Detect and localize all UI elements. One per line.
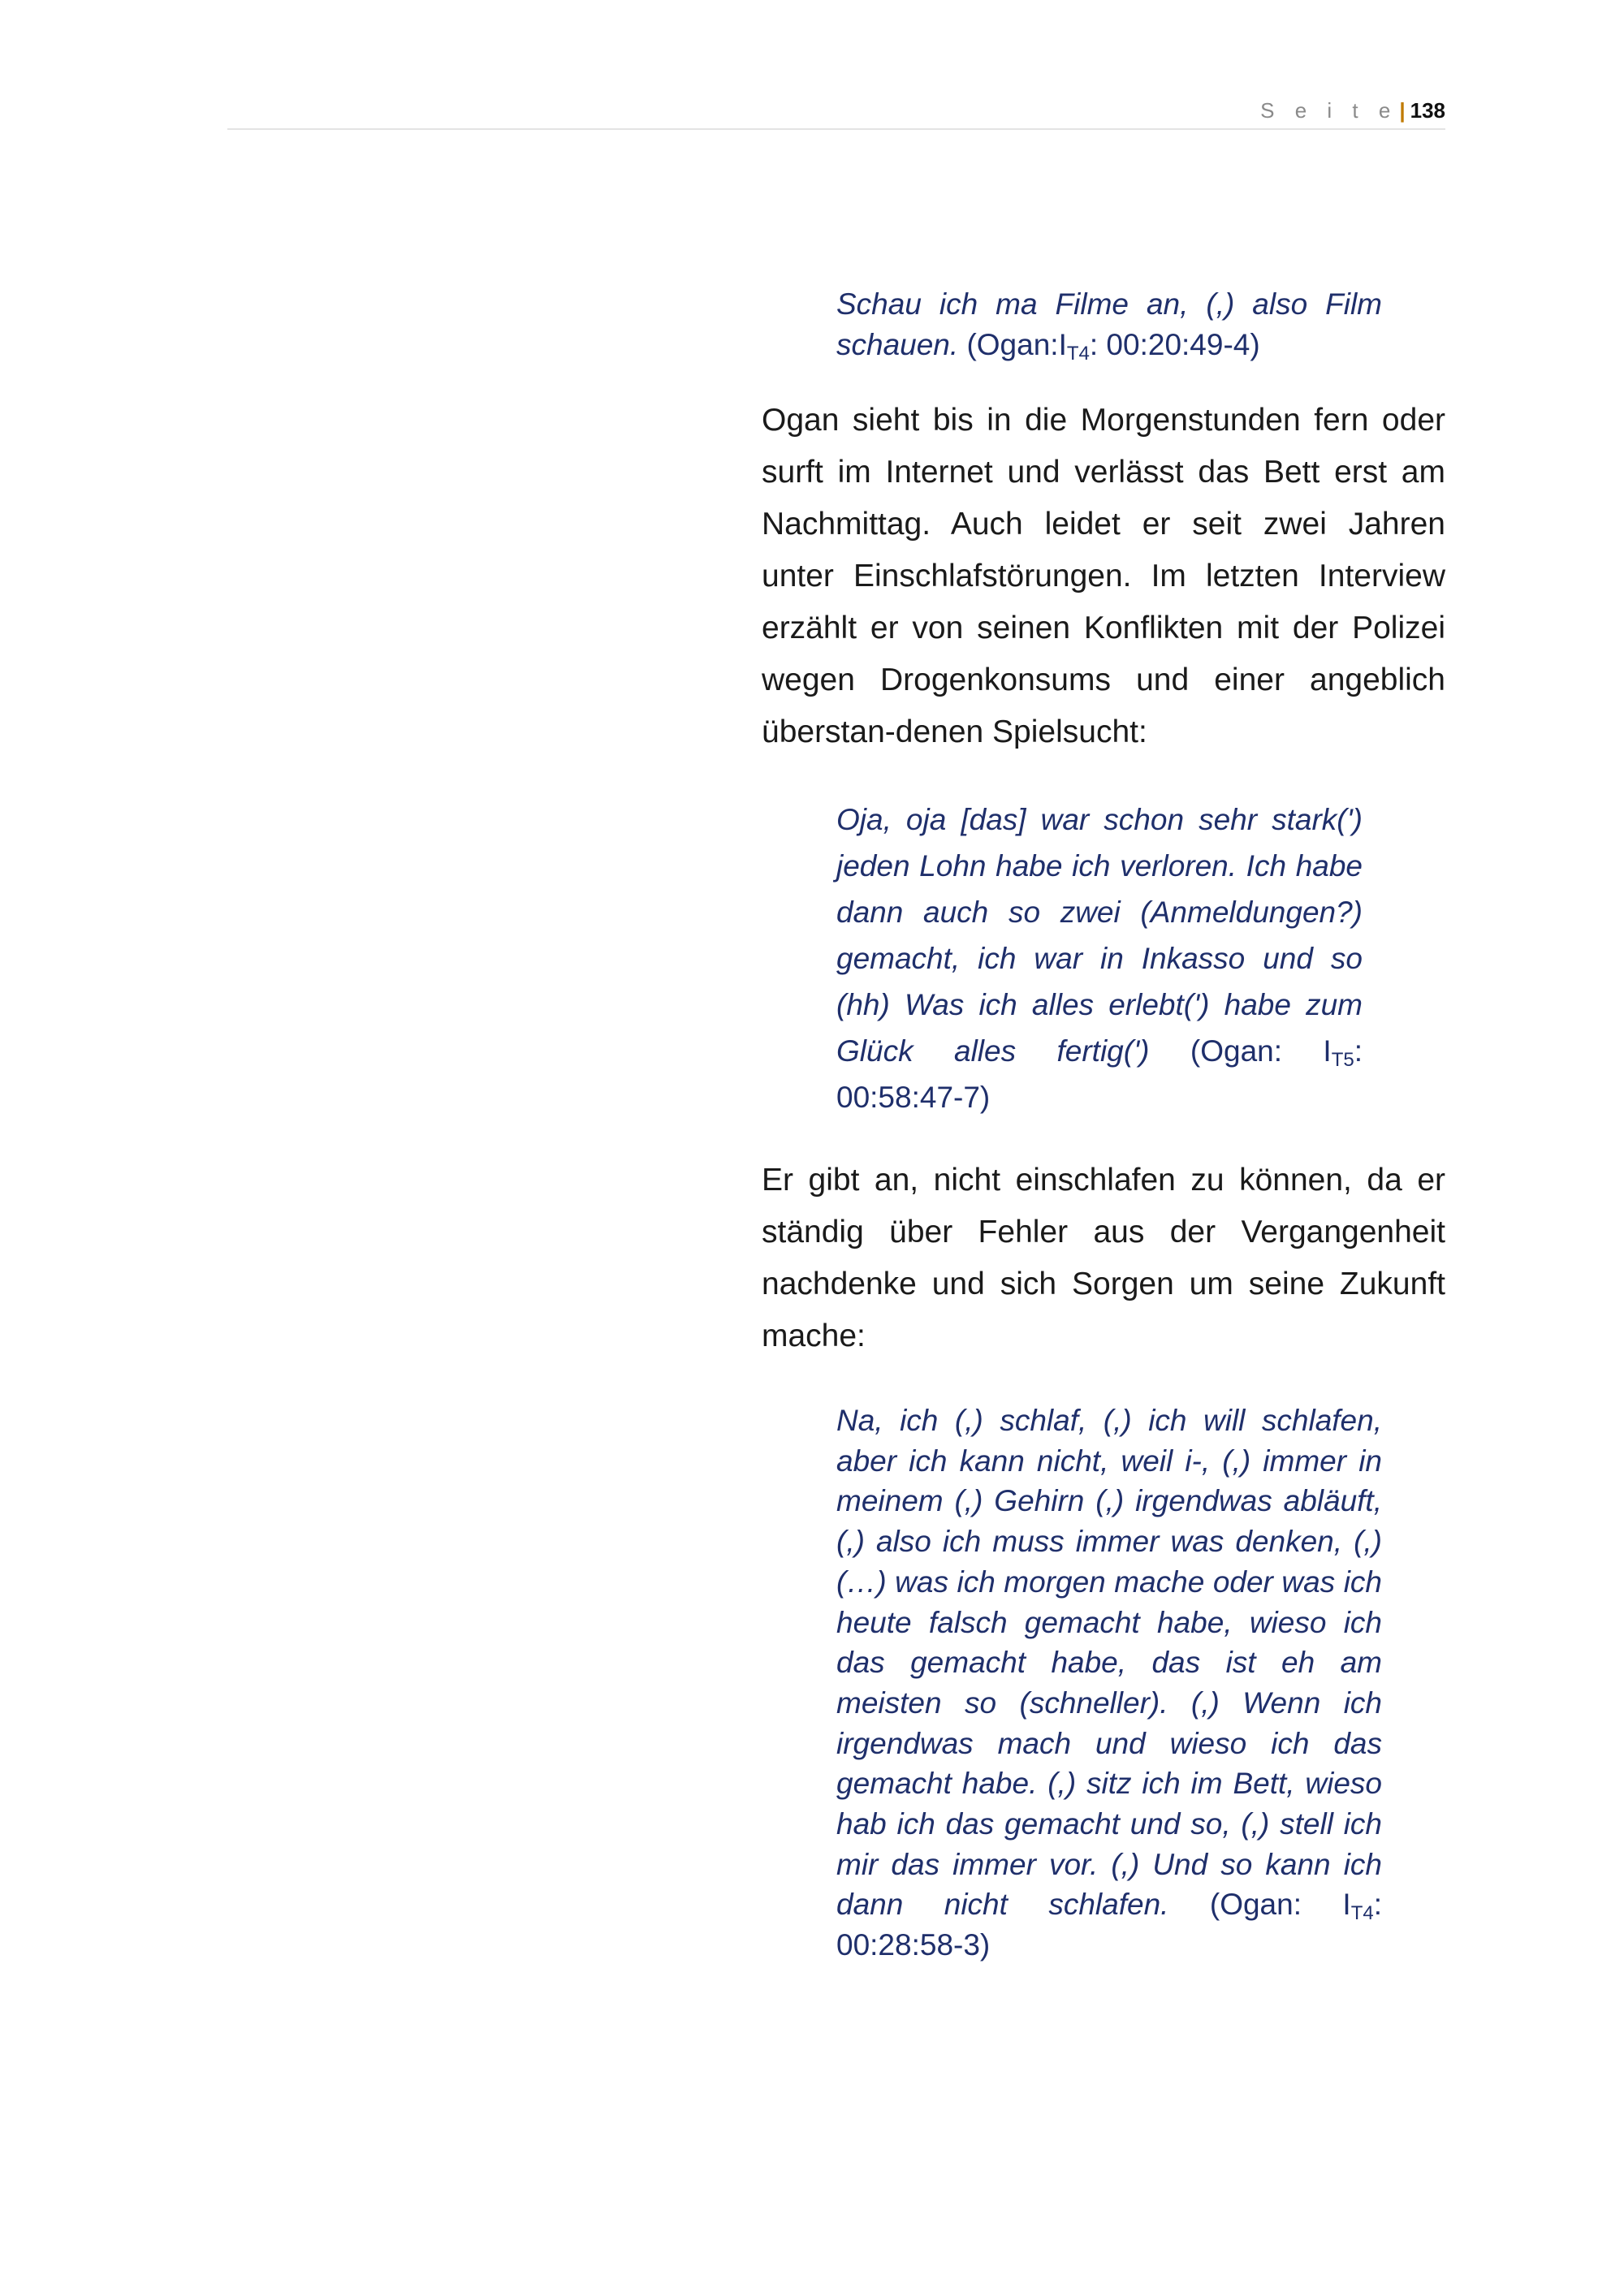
header-separator: | — [1399, 98, 1406, 123]
body-paragraph-1: Ogan sieht bis in die Morgenstunden fern oder surft im Internet und verlässt das Bett erst am Nachmittag. Auch leidet er seit zwei Jahren unter Einschlafstörungen. Im letzten Interview erzählt er von seinen Konflikten mit der Polizei wegen Drogenkonsums und einer angeblich überstan-denen Spielsucht: — [762, 403, 1445, 749]
page-number-label — [1260, 96, 1445, 125]
quote-text: Schau ich ma Filme an, (,) also Film schauen. — [836, 287, 1382, 361]
interview-quote-1 — [836, 284, 1382, 365]
header-rule — [227, 128, 1445, 130]
quote-citation: (Ogan: $I_{T5}$: 00:58:47-7) — [836, 1034, 1363, 1114]
body-paragraph-2: Er gibt an, nicht einschlafen zu können, da er ständig über Fehler aus der Vergangenheit nachdenke und sich Sorgen um seine Zukunft mache: — [762, 1163, 1445, 1353]
quote-text: Na, ich (,) schlaf, (,) ich will schlafen, aber ich kann nicht, weil i-, (,) immer in meinem (,) Gehirn (,) irgendwas abläuft, (,) also ich muss immer was denken, (,) (…) was ich morgen mache oder was ich heute falsch gemacht habe, wieso ich das gemacht habe, das ist eh am meisten so (schneller). (,) Wenn ich irgendwas mach und wieso ich das gemacht habe. (,) sitz ich im Bett, wieso hab ich das gemacht und so, (,) stell ich mir das immer vor. (,) Und so kann ich dann nicht schlafen. — [836, 1404, 1382, 1922]
seite-label: S e i t e — [1260, 98, 1398, 123]
page-number: 138 — [1410, 98, 1445, 123]
quote-citation: ($Ogan:I_{T4}$: 00:20:49-4) — [958, 328, 1260, 365]
page-header — [227, 96, 1445, 130]
quote-text: Oja, oja [das] war schon sehr stark(') jeden Lohn habe ich verloren. Ich habe dann auch so zwei (Anmeldungen?) gemacht, ich war in Inkasso und so (hh) Was ich alles erlebt(') habe zum Glück alles fertig(') — [836, 803, 1363, 1068]
interview-quote-3 — [836, 1400, 1382, 1966]
quote-citation: (Ogan: $I_{T4}$: 00:28:58-3) — [836, 1888, 1382, 1962]
interview-quote-2 — [836, 796, 1363, 1120]
